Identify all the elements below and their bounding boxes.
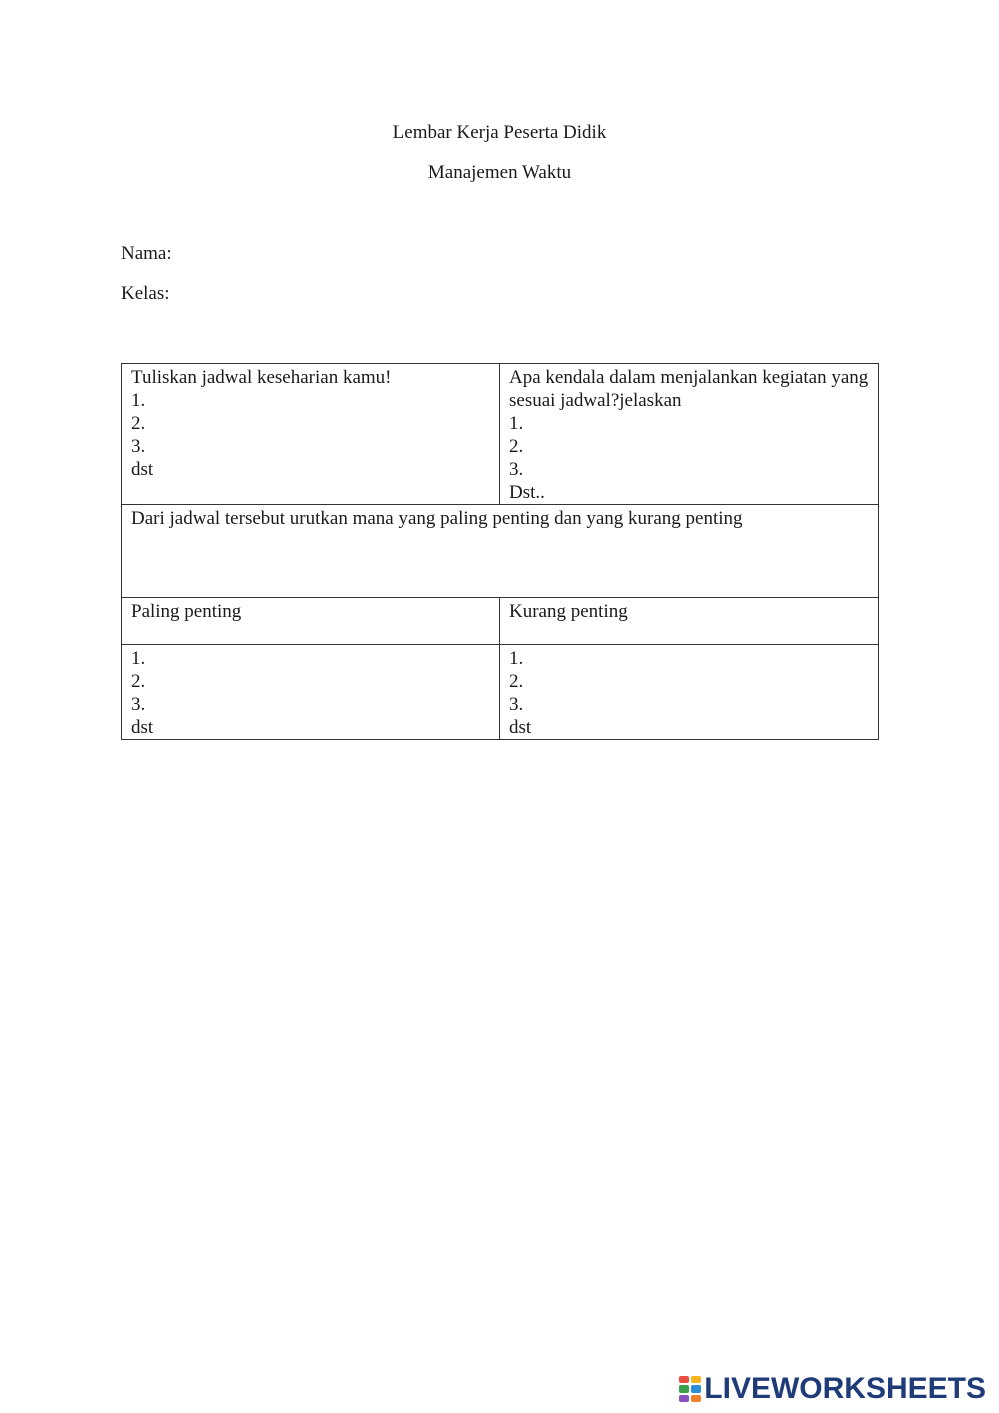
daily-schedule-prompt: Tuliskan jadwal keseharian kamu! <box>131 367 392 388</box>
list-item: 1. <box>131 648 146 669</box>
priority-instruction: Dari jadwal tersebut urutkan mana yang paling penting dan yang kurang penting <box>131 508 743 529</box>
list-item: dst <box>509 717 532 738</box>
less-important-header: Kurang penting <box>500 598 879 645</box>
obstacles-cell <box>500 364 879 505</box>
logo-square <box>691 1385 701 1392</box>
table-row <box>122 598 879 645</box>
logo-square <box>691 1395 701 1402</box>
list-item: 3. <box>131 436 146 457</box>
daily-schedule-cell <box>122 364 500 505</box>
table-row <box>122 364 879 505</box>
class-label: Kelas: <box>121 283 170 304</box>
list-item: 1. <box>131 390 146 411</box>
list-item: dst <box>131 459 154 480</box>
logo-square <box>679 1385 689 1392</box>
list-item: 2. <box>131 413 146 434</box>
logo-square <box>679 1395 689 1402</box>
priority-instruction-cell <box>122 505 879 598</box>
liveworksheets-wordmark: LIVEWORKSHEETS <box>704 1372 986 1405</box>
list-item: Dst.. <box>509 482 545 503</box>
list-item: 3. <box>509 459 524 480</box>
list-item: 2. <box>131 671 146 692</box>
list-item: 3. <box>131 694 146 715</box>
table-row <box>122 645 879 740</box>
list-item: dst <box>131 717 154 738</box>
liveworksheets-logo-icon <box>679 1376 701 1402</box>
logo-square <box>691 1376 701 1383</box>
logo-square <box>679 1376 689 1383</box>
list-item: 1. <box>509 648 524 669</box>
list-item: 2. <box>509 671 524 692</box>
name-label: Nama: <box>121 243 172 264</box>
list-item: 1. <box>509 413 524 434</box>
less-important-list <box>500 645 879 740</box>
list-item: 3. <box>509 694 524 715</box>
worksheet-table <box>121 363 879 740</box>
obstacles-prompt: Apa kendala dalam menjalankan kegiatan yang sesuai jadwal?jelaskan <box>509 367 869 411</box>
list-item: 2. <box>509 436 524 457</box>
table-row <box>122 505 879 598</box>
worksheet-subtitle: Manajemen Waktu <box>427 162 572 183</box>
most-important-header: Paling penting <box>122 598 500 645</box>
most-important-list <box>122 645 500 740</box>
liveworksheets-watermark <box>679 1372 986 1406</box>
worksheet-title: Lembar Kerja Peserta Didik <box>392 122 607 143</box>
